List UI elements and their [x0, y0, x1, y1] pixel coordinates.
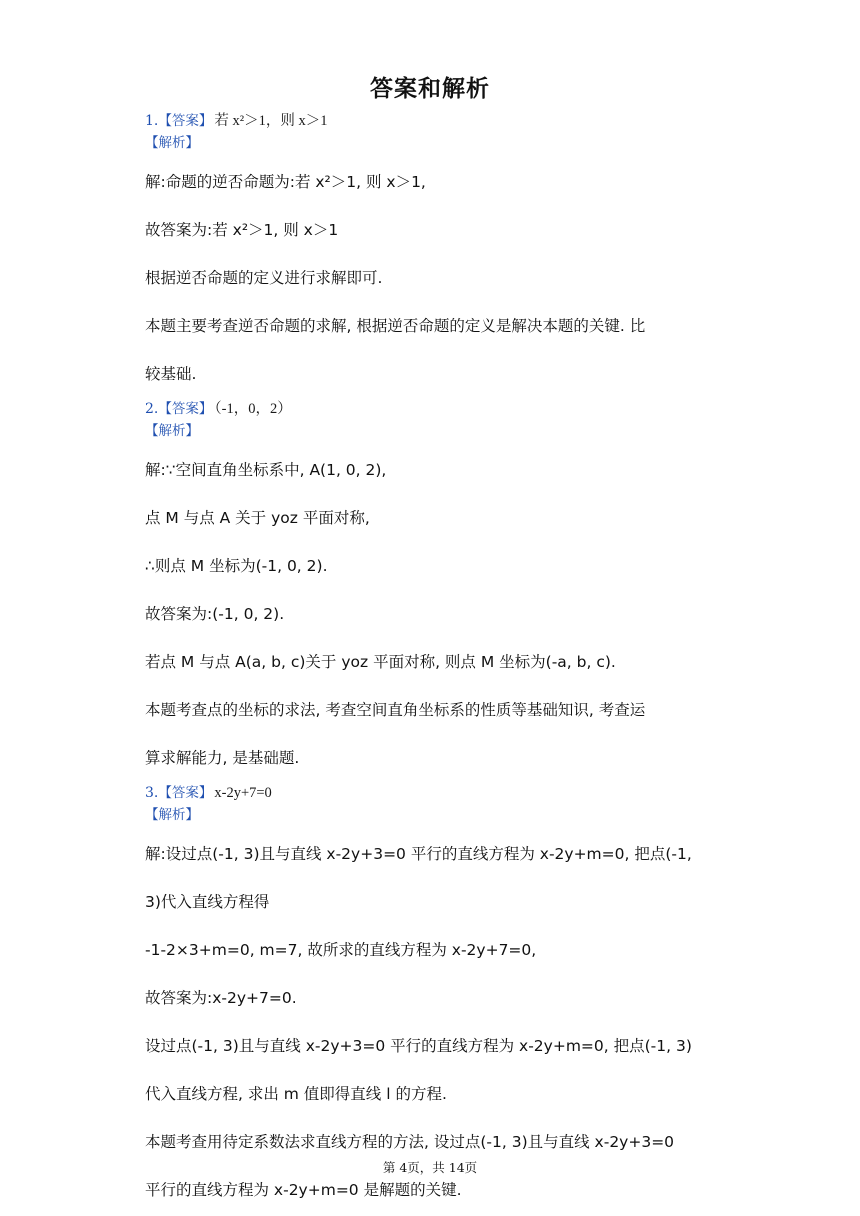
answer-tag: 【答案】	[158, 113, 213, 129]
page-footer: 第 4页，共 14页	[382, 1160, 478, 1175]
solution-line: 解:设过点(-1, 3)且与直线 x-2y+3=0 平行的直线方程为 x-2y+m=0, 把点(-1,	[145, 845, 692, 863]
answer-value: （-1，0，2）	[214, 401, 292, 417]
solution-line: ∴则点 M 坐标为(-1, 0, 2).	[145, 557, 328, 575]
solution-line: 故答案为:(-1, 0, 2).	[145, 605, 285, 623]
analysis-line	[145, 420, 720, 442]
solution-line: 本题主要考查逆否命题的求解, 根据逆否命题的定义是解决本题的关键. 比	[145, 317, 646, 335]
solution-line: 较基础.	[145, 365, 197, 383]
solution-line: 故答案为:若 x²＞1, 则 x＞1	[145, 221, 339, 239]
answer-line	[145, 782, 720, 804]
analysis-line	[145, 804, 720, 826]
analysis-tag: 【解析】	[145, 423, 199, 439]
analysis-line	[145, 132, 720, 154]
solution-line: 本题考查点的坐标的求法, 考查空间直角坐标系的性质等基础知识, 考查运	[145, 701, 646, 719]
answer-tag: 【答案】	[158, 785, 213, 801]
answer-value: 若 x²＞1，则 x＞1	[214, 113, 328, 129]
question-3	[145, 782, 720, 1214]
answer-value: x-2y+7=0	[214, 785, 272, 801]
solution-line: -1-2×3+m=0, m=7, 故所求的直线方程为 x-2y+7=0,	[145, 941, 537, 959]
page-title: 答案和解析	[370, 76, 490, 102]
solution-line: 代入直线方程, 求出 m 值即得直线 l 的方程.	[145, 1085, 447, 1103]
solution-line: 解:∵空间直角坐标系中, A(1, 0, 2),	[145, 461, 387, 479]
answer-line	[145, 110, 720, 132]
solution-line: 算求解能力, 是基础题.	[145, 749, 300, 767]
question-number: 3.	[145, 785, 159, 801]
question-number: 1.	[145, 113, 159, 129]
solution-line: 解:命题的逆否命题为:若 x²＞1, 则 x＞1,	[145, 173, 426, 191]
solution-line: 设过点(-1, 3)且与直线 x-2y+3=0 平行的直线方程为 x-2y+m=0, 把点(-1, 3)	[145, 1037, 692, 1055]
solution-line: 故答案为:x-2y+7=0.	[145, 989, 297, 1007]
analysis-tag: 【解析】	[145, 807, 199, 823]
solution-line: 平行的直线方程为 x-2y+m=0 是解题的关键.	[145, 1181, 462, 1199]
question-number: 2.	[145, 401, 159, 417]
solution-line: 本题考查用待定系数法求直线方程的方法, 设过点(-1, 3)且与直线 x-2y+3=0	[145, 1133, 675, 1151]
analysis-tag: 【解析】	[145, 135, 199, 151]
answer-content	[145, 110, 720, 1214]
question-2	[145, 398, 720, 782]
solution-line: 点 M 与点 A 关于 yoz 平面对称,	[145, 509, 370, 527]
question-1	[145, 110, 720, 398]
solution-line: 若点 M 与点 A(a, b, c)关于 yoz 平面对称, 则点 M 坐标为(-a, b, c).	[145, 653, 616, 671]
answer-tag: 【答案】	[158, 401, 213, 417]
solution-line: 根据逆否命题的定义进行求解即可.	[145, 269, 383, 287]
answer-line	[145, 398, 720, 420]
solution-line: 3)代入直线方程得	[145, 893, 270, 911]
